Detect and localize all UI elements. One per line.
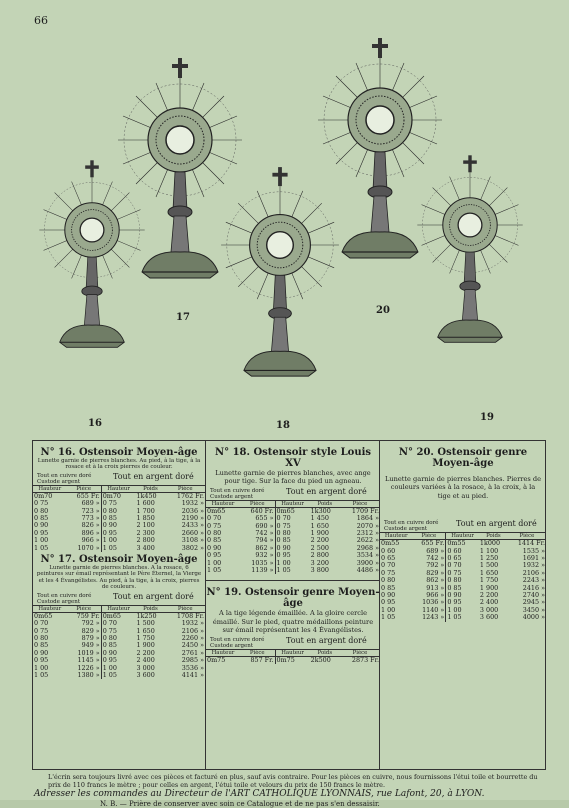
table-cell: 1145 »	[77, 656, 100, 665]
table-cell: 1243 »	[422, 613, 445, 622]
table-cell: 1 650	[479, 568, 499, 577]
table-row	[33, 545, 205, 552]
table-cell: 857 Fr.	[250, 655, 274, 664]
item-title: N° 20. Ostensoir genre Moyen-âge	[398, 447, 528, 469]
table-cell: 3 200	[310, 558, 329, 567]
table-cell: 1 900	[136, 641, 155, 650]
table-cell: 1 650	[310, 521, 329, 530]
table-cell: 0 80	[207, 529, 222, 538]
table-cell: 0m65	[34, 611, 53, 620]
table-row	[33, 537, 205, 544]
table-cell: 862 »	[255, 543, 274, 552]
table-cell: 792 »	[81, 619, 100, 628]
table-cell: 2 200	[479, 591, 499, 600]
table-row	[206, 567, 380, 574]
table-row	[380, 562, 546, 569]
table-cell: 0 65	[446, 555, 479, 562]
table-cell: 1 00	[207, 558, 222, 567]
column-20: N° 20. Ostensoir genre Moyen-âge Lunette garnie de pierres blanches. Pierres de couleurs variées à la rosace, à la croix, à la tige et au pied. Tout en cuivre doré Custode argent Tout en argent doré Hauteur Pièce Hauteur Poids Pièce 0m55 655 Fr. 0m55 1k000 1414 Fr. 0 60 689 » 0 60 1 100 1535 » 0 65 742 » 0 65 1 250 1691 » 0 70 792 » 0 70 1 500 1932 » 0 75 829 » 0 75 1 650 2106 » 0 80 862 » 0 80 1 750 2243 » 0 85 913 » 0 85 1 900 2416 » 0 90 966 » 0 90 2 200 2740 » 0 95 1036 » 0 95 2 400 2945 » 1 00 1140 » 1 00 3 000 3450 » 1 05 1243 » 1 05 3 600 4000 »	[379, 441, 546, 769]
table-cell: 1 650	[136, 626, 155, 635]
column-16-17: N° 16. Ostensoir Moyen-âge Lunette garnie de pierres blanches. Au pied, à la tige, à la rosace et à la croix pierres de couleur. Tout en cuivre doré Custode argent Tout en argent doré Hauteur Pièce Hauteur Poids Pièce 0m70 655 Fr. 0m70 1k450 1762 Fr. 0 75 689 » 0 75 1 600 1932 » 0 80 723 » 0 80 1 700 2036 » 0 85 773 » 0 85 1 850 2190 » 0 90 826 » 0 90 2 100 2433 » 0 95 896 » 0 95 2 300 2660 » 1 00 966 » 1 00 2 800 3108 » 1 05 1070 » 1 05 3 400 3802 » N° 17. Ostensoir Moyen-âge Lunette garnie de pierres blanches. A la rosace, 6 peintures sur émail représentant le Père Éternel, la Vierge et les 4 Évangélistes. Au pied, à la tige, à la croix, pierres de couleurs. Tout en cuivre doré Custode argent Tout en argent doré Hauteur Pièce Hauteur Poids Pièce 0m65 759 Fr. 0m65 1k250 1708 Fr. 0 70 792 » 0 70 1 500 1932 » 0 75 829 » 0 75 1 650 2106 » 0 80 879 » 0 80 1 750 2260 » 0 85 949 » 0 85 1 900 2450 » 0 90 1019 » 0 90 2 200 2761 » 0 95 1145 » 0 95 2 400 2985 » 1 00 1226 » 1 00 3 000 3536 » 1 05 1380 » 1 05 3 600 4141 »	[34, 447, 204, 679]
table-cell: 1 500	[479, 561, 499, 570]
table-cell: 829 »	[81, 626, 100, 635]
table-cell: 2k500	[310, 655, 331, 664]
table-cell: 1 450	[310, 514, 329, 523]
table-cell: 2 800	[310, 551, 329, 560]
table-cell: 2 400	[136, 656, 155, 665]
table-cell: 966 »	[81, 536, 100, 545]
table-row	[380, 540, 546, 548]
table-cell: 1 00	[446, 607, 479, 614]
table-cell: 1 05	[275, 567, 310, 574]
table-cell: 1708 Fr.	[176, 611, 204, 620]
table-cell: 3900 »	[356, 558, 379, 567]
table-cell: 1035 »	[251, 558, 274, 567]
table-row	[33, 657, 205, 664]
table-cell: 0 75	[101, 500, 135, 507]
table-cell: 1019 »	[77, 648, 100, 657]
table-cell: 1 05	[34, 670, 49, 679]
table-cell: 742 »	[255, 529, 274, 538]
table-row	[380, 614, 546, 621]
footer-nb: N. B. — Prière de conserver avec soin ce Catalogue et de ne pas s'en dessaisir.	[100, 800, 380, 808]
table-cell: 3 800	[310, 566, 329, 575]
table-cell: 3536 »	[181, 663, 204, 672]
table-cell: 1 750	[479, 576, 499, 585]
table-cell: 0 70	[34, 619, 49, 628]
figure-label: 17	[176, 312, 190, 323]
table-cell: 1709 Fr.	[351, 506, 379, 515]
table-cell: 0 70	[275, 515, 310, 522]
table-row	[380, 607, 546, 614]
table-row	[206, 560, 380, 567]
table-row	[380, 592, 546, 599]
table-cell: 655 Fr.	[76, 491, 100, 500]
figure-label: 19	[480, 412, 494, 423]
table-cell: 794 »	[255, 536, 274, 545]
table-cell: 2660 »	[181, 528, 204, 537]
table-cell: 0 85	[34, 514, 49, 523]
table-cell: 1 00	[34, 536, 49, 545]
table-cell: 0 85	[275, 537, 310, 544]
table-cell: 759 Fr.	[76, 611, 100, 620]
table-cell: 0 95	[275, 552, 310, 559]
table-header-row: Hauteur Pièce Hauteur Poids Pièce	[33, 485, 205, 492]
table-cell: 655 Fr.	[421, 539, 445, 548]
table-cell: 966 »	[426, 591, 445, 600]
table-cell: 1k450	[136, 491, 157, 500]
table-cell: 1 00	[101, 537, 135, 544]
table-cell: 0 75	[101, 628, 135, 635]
price-table-20: Hauteur Pièce Hauteur Poids Pièce 0m55 655 Fr. 0m55 1k000 1414 Fr. 0 60 689 » 0 60 1 100 1535 » 0 65 742 » 0 65 1 250 1691 » 0 70 792 » 0 70 1 500 1932 » 0 75 829 » 0 75 1 650 2106 » 0 80 862 » 0 80 1 750 2243 » 0 85 913 » 0 85 1 900 2416 » 0 90 966 » 0 90 2 200 2740 » 0 95 1036 » 0 95 2 400 2945 » 1 00 1140 » 1 00 3 000 3450 » 1 05 1243 » 1 05 3 600 4000 »	[381, 533, 545, 622]
table-row	[206, 530, 380, 537]
table-cell: 1k250	[136, 611, 157, 620]
table-cell: 1036 »	[422, 598, 445, 607]
table-cell: 1070 »	[77, 543, 100, 552]
table-cell: 2260 »	[181, 633, 204, 642]
price-table-17: Hauteur Pièce Hauteur Poids Pièce 0m65 759 Fr. 0m65 1k250 1708 Fr. 0 70 792 » 0 70 1 500 1932 » 0 75 829 » 0 75 1 650 2106 » 0 80 879 » 0 80 1 750 2260 » 0 85 949 » 0 85 1 900 2450 » 0 90 1019 » 0 90 2 200 2761 » 0 95 1145 » 0 95 2 400 2985 » 1 00 1226 » 1 00 3 000 3536 » 1 05 1380 » 1 05 3 600 4141 »	[34, 605, 204, 679]
table-cell: 1 600	[136, 499, 155, 508]
table-row	[380, 577, 546, 584]
table-cell: 0 80	[101, 635, 135, 642]
table-cell: 1932 »	[181, 619, 204, 628]
table-cell: 1762 Fr.	[176, 491, 204, 500]
table-row	[33, 530, 205, 537]
table-cell: 2450 »	[181, 641, 204, 650]
table-cell: 2106 »	[522, 568, 545, 577]
table-cell: 862 »	[426, 576, 445, 585]
table-cell: 1 850	[136, 514, 155, 523]
table-cell: 2945 »	[522, 598, 545, 607]
table-cell: 1 00	[34, 663, 49, 672]
table-cell: 742 »	[426, 554, 445, 563]
table-group-custode: Custode argent	[37, 478, 81, 485]
table-cell: 2106 »	[181, 626, 204, 635]
table-cell: 1 750	[136, 633, 155, 642]
table-cell: 0 95	[446, 599, 479, 606]
item-title: N° 16. Ostensoir Moyen-âge	[40, 447, 198, 458]
table-cell: 0m55	[381, 539, 400, 548]
table-row	[380, 548, 546, 555]
table-cell: 1 05	[446, 614, 479, 621]
table-row	[33, 620, 205, 627]
table-cell: 1 900	[479, 583, 499, 592]
table-row	[206, 507, 380, 515]
table-row	[33, 612, 205, 620]
table-cell: 3534 »	[356, 551, 379, 560]
table-cell: 0 65	[381, 554, 396, 563]
table-cell: 2243 »	[522, 576, 545, 585]
table-cell: 1 250	[479, 554, 499, 563]
table-row	[33, 672, 205, 679]
table-cell: 0 85	[101, 642, 135, 649]
table-cell: 1 700	[136, 506, 155, 515]
table-cell: 0m70	[101, 492, 135, 500]
table-cell: 0 90	[101, 650, 135, 657]
table-row	[206, 656, 380, 664]
table-cell: 3 000	[479, 605, 499, 614]
table-cell: 829 »	[426, 568, 445, 577]
table-cell: 773 »	[81, 514, 100, 523]
table-row	[206, 552, 380, 559]
table-cell: 1139 »	[251, 566, 274, 575]
table-row	[206, 545, 380, 552]
table-cell: 0 95	[101, 530, 135, 537]
table-cell: 879 »	[81, 633, 100, 642]
table-cell: 3 600	[479, 613, 499, 622]
item-description: Lunette garnie de pierres blanches, avec ange pour tige. Sur la face du pied un agneau.	[215, 469, 371, 486]
table-row	[33, 628, 205, 635]
table-cell: 0 80	[446, 577, 479, 584]
table-cell: 0 75	[381, 568, 396, 577]
table-cell: 2985 »	[181, 656, 204, 665]
table-cell: 1414 Fr.	[517, 539, 545, 548]
table-cell: 0 80	[381, 576, 396, 585]
table-cell: 2036 »	[181, 506, 204, 515]
table-cell: 1 100	[479, 546, 499, 555]
table-row	[380, 555, 546, 562]
table-cell: 0m75	[207, 655, 226, 664]
table-cell: 2 500	[310, 543, 329, 552]
table-cell: 0m70	[34, 491, 53, 500]
table-cell: 1535 »	[522, 546, 545, 555]
table-cell: 792 »	[426, 561, 445, 570]
item-description: Lunette garnie de pierres blanches. Pierres de couleurs variées à la rosace, à la croix, à la tige et au pied.	[384, 475, 542, 500]
table-cell: 0 80	[34, 506, 49, 515]
page-number: 66	[34, 14, 48, 27]
table-cell: 0 95	[34, 656, 49, 665]
table-cell: 0 90	[207, 543, 222, 552]
table-cell: 2 800	[136, 536, 155, 545]
table-row	[33, 508, 205, 515]
figure-label: 20	[376, 305, 390, 316]
table-cell: 1 05	[207, 566, 222, 575]
table-row	[206, 523, 380, 530]
table-cell: 723 »	[81, 506, 100, 515]
table-cell: 1 00	[275, 560, 310, 567]
footer-note: L'écrin sera toujours livré avec ces pièces et facturé en plus, sauf avis contraire. Pour les pièces en cuivre, nous fournissons l'étui toile et bourrette du prix de 110 francs le mètre ; pour celles en argent, l'étui toile et velours du prix de 150 francs le mètre.	[48, 773, 538, 789]
table-row	[33, 650, 205, 657]
table-cell: 0 70	[101, 620, 135, 627]
table-cell: 1932 »	[181, 499, 204, 508]
table-cell: 1226 »	[77, 663, 100, 672]
item-description: Lunette garnie de pierres blanches. Au pied, à la tige, à la rosace et à la croix pierres de couleur.	[37, 458, 201, 471]
table-cell: 0 60	[381, 546, 396, 555]
table-cell: 3 600	[136, 670, 155, 679]
table-cell: 2416 »	[522, 583, 545, 592]
table-row	[33, 515, 205, 522]
table-cell: 2622 »	[356, 536, 379, 545]
price-table-18: Hauteur Pièce Hauteur Poids Pièce 0m65 640 Fr. 0m65 1k300 1709 Fr. 0 70 655 » 0 70 1 450 1864 » 0 75 690 » 0 75 1 650 2070 » 0 80 742 » 0 80 1 900 2312 » 0 85 794 » 0 85 2 200 2622 » 0 90 862 » 0 90 2 500 2968 » 0 95 932 » 0 95 2 800 3534 » 1 00 1035 » 1 00 3 200 3900 » 1 05 1139 » 1 05 3 800 4486 »	[207, 500, 379, 575]
table-row	[380, 585, 546, 592]
price-tables	[32, 440, 546, 770]
table-row	[206, 515, 380, 522]
table-group-copper: Tout en cuivre doré	[37, 472, 92, 479]
table-group-silver: Tout en argent doré	[113, 471, 194, 481]
item-description: A la tige légende émaillée. A la gloire cercle émaillé. Sur le pied, quatre médaillons peinture sur émail représentant les 4 Évangélistes.	[212, 609, 374, 635]
table-row	[33, 522, 205, 529]
table-cell: 0 85	[446, 585, 479, 592]
table-cell: 3450 »	[522, 605, 545, 614]
table-cell: 0 60	[446, 548, 479, 555]
table-cell: 689 »	[81, 499, 100, 508]
table-cell: 1 00	[381, 605, 396, 614]
table-row	[33, 665, 205, 672]
table-cell: 2 400	[479, 598, 499, 607]
figure-label: 16	[88, 418, 102, 429]
figure-label: 18	[276, 420, 290, 431]
table-cell: 2740 »	[522, 591, 545, 600]
table-cell: 1 05	[34, 543, 49, 552]
table-cell: 1932 »	[522, 561, 545, 570]
table-cell: 0 75	[275, 523, 310, 530]
table-cell: 1 00	[101, 665, 135, 672]
table-cell: 2070 »	[356, 521, 379, 530]
table-cell: 1140 »	[422, 605, 445, 614]
table-cell: 0 85	[381, 583, 396, 592]
item-title: N° 19. Ostensoir genre Moyen-âge	[206, 587, 380, 610]
table-cell: 0 95	[207, 551, 222, 560]
table-cell: 0 85	[101, 515, 135, 522]
table-cell: 0 90	[275, 545, 310, 552]
table-cell: 3 000	[136, 663, 155, 672]
table-cell: 2 100	[136, 521, 155, 530]
table-cell: 0m65	[207, 506, 226, 515]
table-cell: 932 »	[255, 551, 274, 560]
footer-address: Adresser les commandes au Directeur de l'ART CATHOLIQUE LYONNAIS, rue Lafont, 20, à LYON.	[34, 789, 485, 799]
table-cell: 655 »	[255, 514, 274, 523]
table-cell: 2190 »	[181, 514, 204, 523]
table-cell: 2 200	[136, 648, 155, 657]
table-row	[380, 599, 546, 606]
table-cell: 949 »	[81, 641, 100, 650]
table-cell: 0 90	[446, 592, 479, 599]
table-cell: 3108 »	[181, 536, 204, 545]
table-cell: 1k300	[310, 506, 331, 515]
table-cell: 0 75	[34, 499, 49, 508]
table-cell: 0 85	[34, 641, 49, 650]
table-cell: 826 »	[81, 521, 100, 530]
table-cell: 1 900	[310, 529, 329, 538]
table-cell: 1380 »	[77, 670, 100, 679]
table-cell: 2968 »	[356, 543, 379, 552]
table-cell: 0m65	[101, 612, 135, 620]
table-cell: 0 90	[34, 648, 49, 657]
table-cell: 3802 »	[181, 543, 204, 552]
table-row	[380, 570, 546, 577]
table-cell: 0 75	[207, 521, 222, 530]
table-cell: 1 05	[381, 613, 396, 622]
price-table-16	[33, 485, 205, 552]
table-cell: 0 95	[381, 598, 396, 607]
table-cell: 0 90	[101, 522, 135, 529]
table-row	[206, 537, 380, 544]
table-cell: 0 90	[381, 591, 396, 600]
table-cell: 2 300	[136, 528, 155, 537]
item-title: N° 17. Ostensoir Moyen-âge	[40, 554, 198, 566]
table-cell: 0 75	[34, 626, 49, 635]
table-cell: 896 »	[81, 528, 100, 537]
table-cell: 0 80	[275, 530, 310, 537]
table-row	[33, 492, 205, 500]
table-cell: 0 95	[101, 657, 135, 664]
table-cell: 0 85	[207, 536, 222, 545]
column-18-19: N° 18. Ostensoir style Louis XV Lunette garnie de pierres blanches, avec ange pour tige. Sur la face du pied un agneau. Tout en cuivre doré Custode argent Tout en argent doré Hauteur Pièce Hauteur Poids Pièce 0m65 640 Fr. 0m65 1k300 1709 Fr. 0 70 655 » 0 70 1 450 1864 » 0 75 690 » 0 75 1 650 2070 » 0 80 742 » 0 80 1 900 2312 » 0 85 794 » 0 85 2 200 2622 » 0 90 862 » 0 90 2 500 2968 » 0 95 932 » 0 95 2 800 3534 » 1 00 1035 » 1 00 3 200 3900 » 1 05 1139 » 1 05 3 800 4486 » N° 19. Ostensoir genre Moyen-âge A la tige légende émaillée. A la gloire cercle émaillé. Sur le pied, quatre médaillons peinture sur émail représentant les 4 Évangélistes. Tout en cuivre doré Custode argent Tout en argent doré Hauteur Pièce Hauteur Poids Pièce 0m75 857 Fr. 0m75 2k500 2873 Fr.	[205, 441, 380, 769]
table-cell: 0 70	[381, 561, 396, 570]
table-cell: 1k000	[479, 539, 501, 548]
table-cell: 0 80	[101, 508, 135, 515]
price-table-19: Hauteur Pièce Hauteur Poids Pièce 0m75 857 Fr. 0m75 2k500 2873 Fr.	[207, 649, 379, 664]
table-cell: 0 70	[446, 562, 479, 569]
table-cell: 0 95	[34, 528, 49, 537]
item-description: Lunette garnie de pierres blanches. A la rosace, 6 peintures sur émail représentant le Père Éternel, la Vierge et les 4 Évangélistes. Au pied, à la tige, à la croix, pierres de couleurs.	[36, 565, 202, 591]
table-cell: 1864 »	[356, 514, 379, 523]
table-cell: 3 400	[136, 543, 155, 552]
table-cell: 2312 »	[356, 529, 379, 538]
table-cell: 2433 »	[181, 521, 204, 530]
table-cell: 1 05	[101, 672, 135, 679]
table-row	[33, 500, 205, 507]
table-cell: 0m65	[275, 507, 310, 515]
table-cell: 0m75	[275, 656, 310, 664]
table-cell: 0 80	[34, 633, 49, 642]
table-cell: 2761 »	[181, 648, 204, 657]
table-cell: 1 05	[101, 545, 135, 552]
table-row	[33, 635, 205, 642]
table-row	[33, 642, 205, 649]
table-cell: 1691 »	[522, 554, 545, 563]
table-cell: 1 500	[136, 619, 155, 628]
item-title: N° 18. Ostensoir style Louis XV	[214, 447, 372, 469]
table-cell: 4141 »	[181, 670, 204, 679]
table-cell: 0 75	[446, 570, 479, 577]
table-cell: 2873 Fr.	[351, 655, 379, 664]
table-cell: 0m55	[446, 540, 479, 548]
table-cell: 4486 »	[356, 566, 379, 575]
table-cell: 0 90	[34, 521, 49, 530]
table-cell: 689 »	[426, 546, 445, 555]
table-cell: 640 Fr.	[250, 506, 274, 515]
table-cell: 0 70	[207, 514, 222, 523]
table-cell: 4000 »	[522, 613, 545, 622]
table-cell: 2 200	[310, 536, 329, 545]
table-cell: 690 »	[255, 521, 274, 530]
table-cell: 913 »	[426, 583, 445, 592]
